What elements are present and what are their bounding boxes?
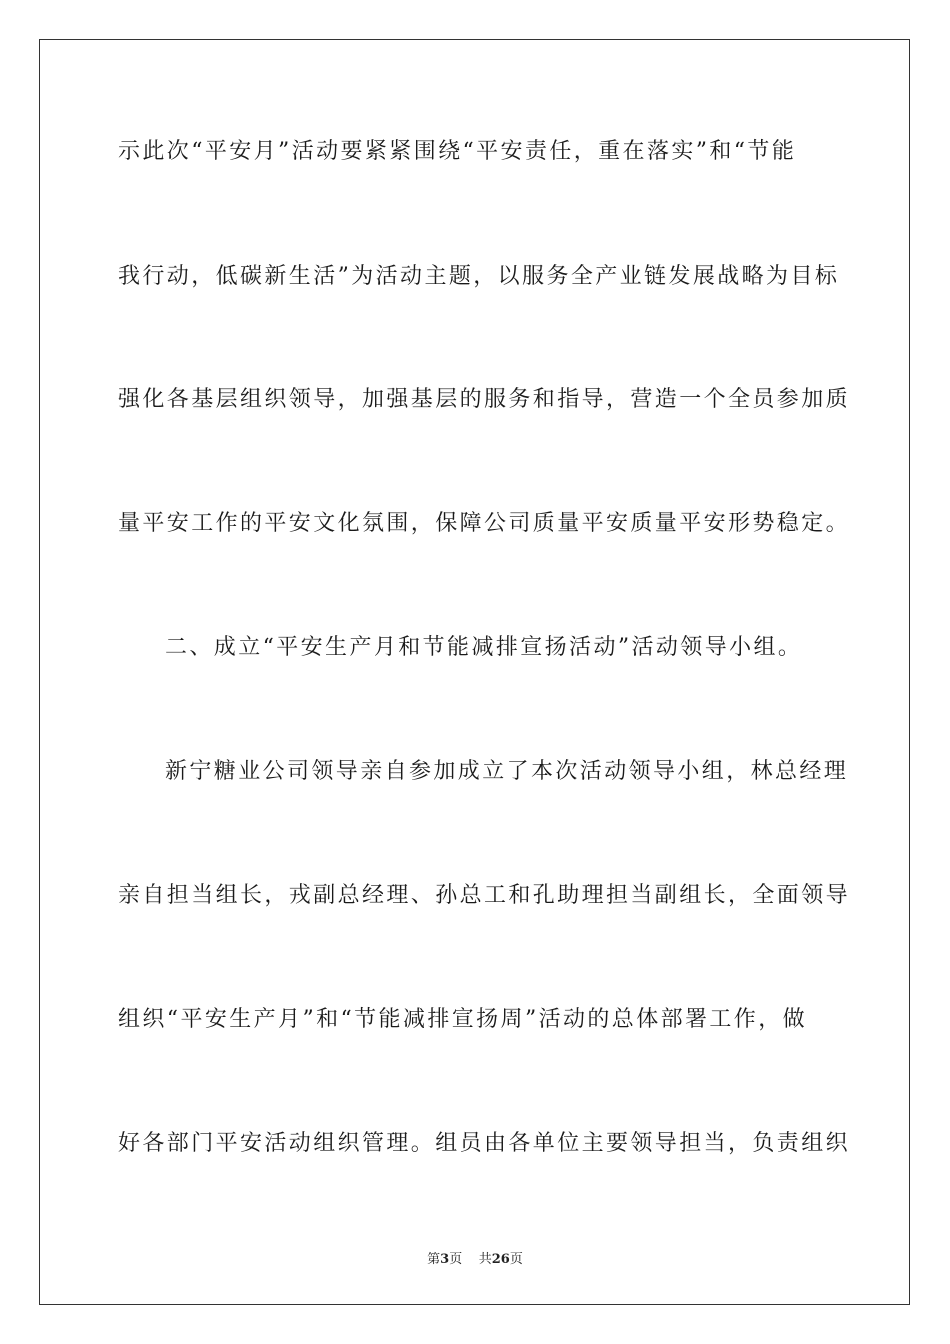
body-text-line: 好各部门平安活动组织管理。组员由各单位主要领导担当，负责组织 xyxy=(118,1131,851,1156)
page-border xyxy=(39,39,910,1305)
section-heading: 二、成立“平安生产月和节能减排宣扬活动”活动领导小组。 xyxy=(165,635,803,660)
body-text-line: 量平安工作的平安文化氛围，保障公司质量平安质量平安形势稳定。 xyxy=(118,511,851,536)
body-text-line: 示此次“平安月”活动要紧紧围绕“平安责任，重在落实”和“节能 xyxy=(118,139,797,164)
body-text-line: 亲自担当组长，戎副总经理、孙总工和孔助理担当副组长，全面领导 xyxy=(118,883,851,908)
body-text-line: 强化各基层组织领导，加强基层的服务和指导，营造一个全员参加质 xyxy=(118,387,851,412)
paragraph-first-line: 新宁糖业公司领导亲自参加成立了本次活动领导小组，林总经理 xyxy=(165,759,849,784)
total-label-prefix: 共 xyxy=(478,1252,492,1267)
page-label-prefix: 第 xyxy=(427,1252,441,1267)
current-page-number: 3 xyxy=(440,1252,450,1267)
total-pages-number: 26 xyxy=(491,1252,510,1267)
body-text-line: 我行动，低碳新生活”为活动主题，以服务全产业链发展战略为目标 xyxy=(118,264,840,289)
page-label-suffix: 页 xyxy=(449,1252,463,1267)
page-footer xyxy=(0,1248,950,1267)
body-text-line: 组织“平安生产月”和“节能减排宣扬周”活动的总体部署工作，做 xyxy=(118,1007,807,1032)
total-label-suffix: 页 xyxy=(509,1252,523,1267)
